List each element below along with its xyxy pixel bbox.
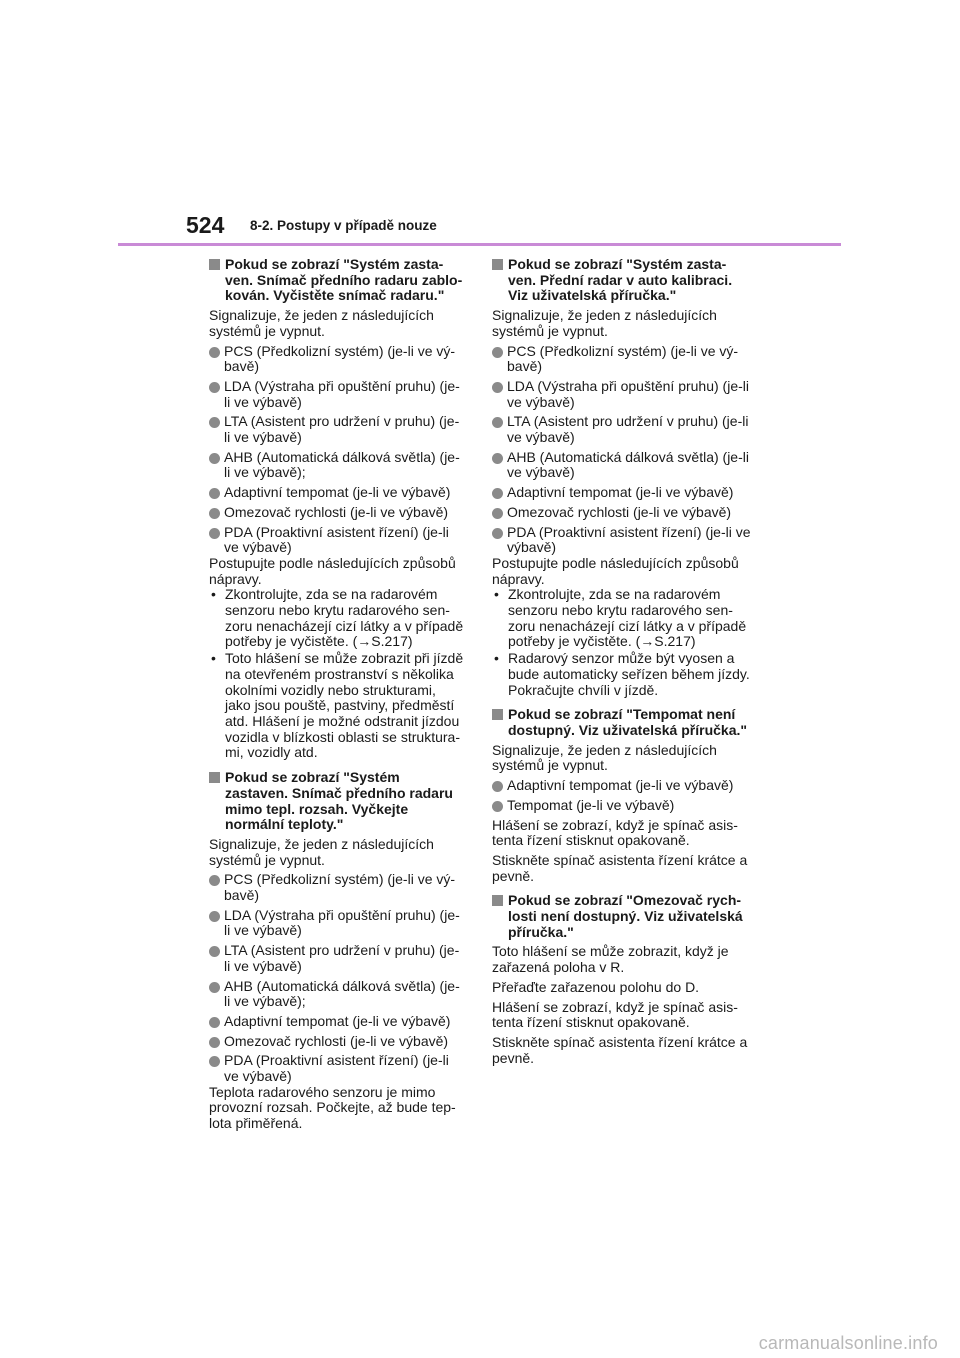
- paragraph: Postupujte podle následujících způsobů nápravy.: [492, 554, 739, 587]
- square-bullet-icon: [209, 259, 220, 270]
- section-heading: Pokud se zobrazí "Tempomat není dostupný. Viz uživatelská příručka.": [492, 707, 752, 738]
- section-heading: Pokud se zobrazí "Omezovač rych-losti není dostupný. Viz uživatelská příručka.": [492, 893, 752, 940]
- circle-bullet-icon: [492, 382, 503, 393]
- list-item: LTA (Asistent pro udržení v pruhu) (je-li ve výbavě): [209, 943, 465, 974]
- circle-bullet-icon: [492, 347, 503, 358]
- page-number: 524: [186, 212, 225, 238]
- dash-bullet-icon: •: [211, 650, 216, 667]
- dash-item: • Radarový senzor může být vyosen a bude automaticky seřízen během jízdy. Pokračujte chvíli v jízdě.: [494, 650, 750, 698]
- list-item: PCS (Předkolizní systém) (je-li ve vý-bavě): [209, 344, 465, 375]
- circle-bullet-icon: [209, 946, 220, 957]
- list-item: LDA (Výstraha při opuštění pruhu) (je-li ve výbavě): [209, 379, 465, 410]
- dash-item: • Toto hlášení se může zobrazit při jízdě na otevřeném prostranství s několika okolními vozidly nebo strukturami, jako jsou pouště, pastviny, předměstí atd. Hlášení je možné odstranit jízdou vozidla v blízkosti oblasti se struktura-mi, vozidly atd.: [211, 650, 464, 761]
- list-item: Omezovač rychlosti (je-li ve výbavě): [492, 505, 752, 521]
- circle-bullet-icon: [209, 911, 220, 922]
- paragraph: Toto hlášení se může zobrazit, když je zařazená poloha v R.: [492, 943, 729, 976]
- circle-bullet-icon: [209, 875, 220, 886]
- circle-bullet-icon: [209, 1017, 220, 1028]
- circle-bullet-icon: [209, 347, 220, 358]
- circle-bullet-icon: [492, 488, 503, 499]
- paragraph: Signalizuje, že jeden z následujících systémů je vypnut.: [209, 307, 434, 339]
- circle-bullet-icon: [209, 1056, 220, 1067]
- list-item: PCS (Předkolizní systém) (je-li ve vý-bavě): [209, 872, 465, 903]
- paragraph: Stiskněte spínač asistenta řízení krátce a pevně.: [492, 851, 748, 884]
- list-item: Adaptivní tempomat (je-li ve výbavě): [492, 485, 752, 501]
- circle-bullet-icon: [209, 488, 220, 499]
- list-item: Adaptivní tempomat (je-li ve výbavě): [209, 485, 465, 501]
- circle-bullet-icon: [209, 453, 220, 464]
- paragraph: Hlášení se zobrazí, když je spínač asis-tenta řízení stisknut opakovaně.: [492, 816, 738, 849]
- circle-bullet-icon: [209, 1037, 220, 1048]
- list-item: Omezovač rychlosti (je-li ve výbavě): [209, 505, 465, 521]
- circle-bullet-icon: [492, 528, 503, 539]
- dash-bullet-icon: •: [494, 650, 499, 667]
- watermark: carmanualsonline.info: [758, 1333, 938, 1353]
- list-item: AHB (Automatická dálková světla) (je-li ve výbavě);: [209, 450, 465, 481]
- dash-bullet-icon: •: [494, 586, 499, 603]
- list-item: Omezovač rychlosti (je-li ve výbavě): [209, 1034, 465, 1050]
- paragraph: Signalizuje, že jeden z následujících systémů je vypnut.: [492, 741, 717, 774]
- circle-bullet-icon: [492, 801, 503, 812]
- dash-item: • Zkontrolujte, zda se na radarovém senzoru nebo krytu radarového sen-zoru nenacházejí cizí látky a v případě potřeby je vyčistěte. (→S.217): [211, 586, 464, 650]
- right-column: [492, 257, 752, 1070]
- list-item: LDA (Výstraha při opuštění pruhu) (je-li ve výbavě): [492, 379, 752, 410]
- circle-bullet-icon: [209, 508, 220, 519]
- circle-bullet-icon: [209, 982, 220, 993]
- dash-item: • Zkontrolujte, zda se na radarovém senzoru nebo krytu radarového sen-zoru nenacházejí cizí látky a v případě potřeby je vyčistěte. (→S.217): [494, 586, 747, 650]
- paragraph: Teplota radarového senzoru je mimo provozní rozsah. Počkejte, až bude tep-lota přiměřená.: [209, 1083, 456, 1132]
- paragraph: Postupujte podle následujících způsobů nápravy.: [209, 554, 456, 587]
- paragraph: Stiskněte spínač asistenta řízení krátce a pevně.: [492, 1033, 748, 1066]
- list-item: Tempomat (je-li ve výbavě): [492, 798, 752, 814]
- square-bullet-icon: [492, 259, 503, 270]
- section-title: 8-2. Postupy v případě nouze: [250, 218, 437, 233]
- paragraph: Signalizuje, že jeden z následujících systémů je vypnut.: [492, 307, 717, 339]
- circle-bullet-icon: [492, 781, 503, 792]
- list-item: AHB (Automatická dálková světla) (je-li ve výbavě);: [209, 979, 465, 1010]
- list-item: Adaptivní tempomat (je-li ve výbavě): [492, 778, 752, 794]
- list-item: LTA (Asistent pro udržení v pruhu) (je-li ve výbavě): [209, 414, 465, 445]
- paragraph: Přeřaďte zařazenou polohu do D.: [492, 978, 700, 995]
- section-heading: Pokud se zobrazí "Systém zasta-ven. Přední radar v auto kalibraci. Viz uživatelská příručka.": [492, 257, 752, 304]
- list-item: AHB (Automatická dálková světla) (je-li ve výbavě): [492, 450, 752, 481]
- circle-bullet-icon: [209, 528, 220, 539]
- header-rule: [118, 243, 841, 246]
- list-item: LDA (Výstraha při opuštění pruhu) (je-li ve výbavě): [209, 908, 465, 939]
- left-column: [209, 257, 465, 1136]
- square-bullet-icon: [492, 709, 503, 720]
- circle-bullet-icon: [492, 508, 503, 519]
- list-item: LTA (Asistent pro udržení v pruhu) (je-li ve výbavě): [492, 414, 752, 445]
- list-item: PDA (Proaktivní asistent řízení) (je-li ve výbavě): [492, 525, 752, 556]
- circle-bullet-icon: [209, 417, 220, 428]
- list-item: PDA (Proaktivní asistent řízení) (je-li ve výbavě): [209, 1053, 465, 1084]
- circle-bullet-icon: [492, 453, 503, 464]
- dash-bullet-icon: •: [211, 586, 216, 603]
- list-item: PDA (Proaktivní asistent řízení) (je-li ve výbavě): [209, 525, 465, 556]
- paragraph: Hlášení se zobrazí, když je spínač asis-tenta řízení stisknut opakovaně.: [492, 998, 738, 1031]
- paragraph: Signalizuje, že jeden z následujících systémů je vypnut.: [209, 835, 434, 868]
- section-heading: Pokud se zobrazí "Systém zasta-ven. Snímač předního radaru zablo-kován. Vyčistěte snímač radaru.": [209, 257, 465, 304]
- circle-bullet-icon: [209, 382, 220, 393]
- square-bullet-icon: [209, 772, 220, 783]
- list-item: PCS (Předkolizní systém) (je-li ve vý-bavě): [492, 344, 752, 375]
- list-item: Adaptivní tempomat (je-li ve výbavě): [209, 1014, 465, 1030]
- section-heading: Pokud se zobrazí "Systém zastaven. Snímač předního radaru mimo tepl. rozsah. Vyčkejte normální teploty.": [209, 770, 465, 833]
- square-bullet-icon: [492, 895, 503, 906]
- circle-bullet-icon: [492, 417, 503, 428]
